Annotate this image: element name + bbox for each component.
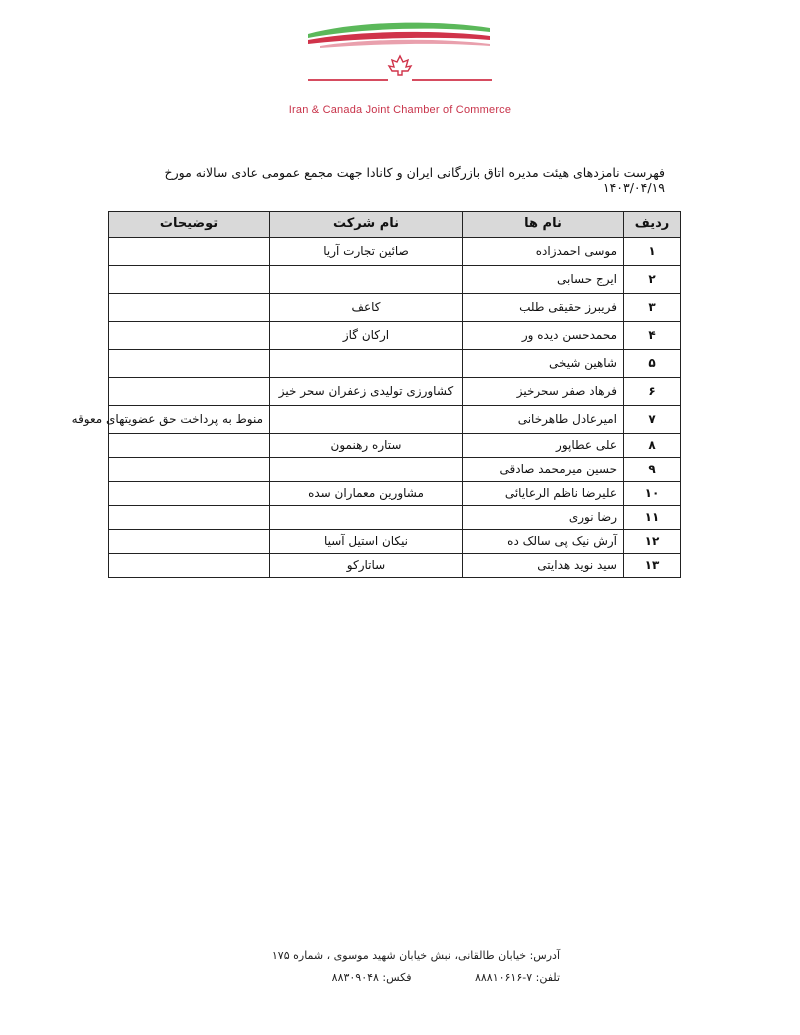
table-row — [109, 238, 681, 266]
candidate-name: رضا نوری — [463, 506, 624, 530]
company-name: ارکان گاز — [270, 322, 463, 350]
notes — [109, 350, 270, 378]
company-name: ستاره رهنمون — [270, 434, 463, 458]
notes — [109, 530, 270, 554]
company-name — [270, 350, 463, 378]
notes — [109, 482, 270, 506]
footer-phone: تلفن: ۷-۸۸۸۱۰۶۱۶ — [474, 971, 560, 984]
row-number: ۲ — [624, 266, 681, 294]
notes — [109, 238, 270, 266]
company-name: مشاورین معماران سده — [270, 482, 463, 506]
footer-phone-fax — [240, 967, 560, 989]
candidate-name: موسی احمدزاده — [463, 238, 624, 266]
row-number: ۱۲ — [624, 530, 681, 554]
table-row — [109, 378, 681, 406]
notes — [109, 554, 270, 578]
company-name: کاعف — [270, 294, 463, 322]
table-row — [109, 350, 681, 378]
maple-leaf-icon — [389, 56, 411, 75]
row-number: ۱۳ — [624, 554, 681, 578]
table-row — [109, 406, 681, 434]
header-company: نام شرکت — [270, 212, 463, 238]
candidate-name: علیرضا ناظم الرعایائی — [463, 482, 624, 506]
notes — [109, 434, 270, 458]
document-title: فهرست نامزدهای هیئت مدیره اتاق بازرگانی ایران و کانادا جهت مجمع عمومی عادی سالانه مورخ ۱۴۰۳/۰۴/۱۹ — [164, 165, 665, 195]
chamber-logo — [300, 18, 500, 88]
notes — [109, 322, 270, 350]
row-number: ۳ — [624, 294, 681, 322]
company-name — [270, 506, 463, 530]
row-number: ۶ — [624, 378, 681, 406]
table-row — [109, 294, 681, 322]
row-number: ۱۰ — [624, 482, 681, 506]
row-number: ۴ — [624, 322, 681, 350]
row-number: ۹ — [624, 458, 681, 482]
candidate-name: سید نوید هدایتی — [463, 554, 624, 578]
notes — [109, 378, 270, 406]
footer-address: آدرس: خیابان طالقانی، نبش خیابان شهید موسوی ، شماره ۱۷۵ — [271, 949, 560, 962]
table-row — [109, 458, 681, 482]
company-name: ساتارکو — [270, 554, 463, 578]
row-number: ۷ — [624, 406, 681, 434]
company-name — [270, 406, 463, 434]
row-number: ۵ — [624, 350, 681, 378]
notes — [109, 458, 270, 482]
table-row — [109, 554, 681, 578]
candidate-name: امیرعادل طاهرخانی — [463, 406, 624, 434]
notes — [109, 294, 270, 322]
footer-fax: فکس: ۸۸۳۰۹۰۴۸ — [331, 971, 412, 984]
company-name: کشاورزی تولیدی زعفران سحر خیز — [270, 378, 463, 406]
candidate-name: آرش نیک پی سالک ده — [463, 530, 624, 554]
notes — [109, 266, 270, 294]
candidate-name: محمدحسن دیده ور — [463, 322, 624, 350]
candidate-name: ایرج حسابی — [463, 266, 624, 294]
candidate-name: شاهین شیخی — [463, 350, 624, 378]
company-name: نیکان استیل آسیا — [270, 530, 463, 554]
header-row-number: ردیف — [624, 212, 681, 238]
candidate-name: حسین میرمحمد صادقی — [463, 458, 624, 482]
table-row — [109, 322, 681, 350]
table-row — [109, 530, 681, 554]
company-name — [270, 458, 463, 482]
table-row — [109, 506, 681, 530]
candidate-name: علی عطاپور — [463, 434, 624, 458]
org-name: Iran & Canada Joint Chamber of Commerce — [288, 104, 512, 116]
row-number: ۸ — [624, 434, 681, 458]
header-name: نام ها — [463, 212, 624, 238]
notes — [109, 506, 270, 530]
candidate-name: فریبرز حقیقی طلب — [463, 294, 624, 322]
row-number: ۱۱ — [624, 506, 681, 530]
table-header-row — [109, 212, 681, 238]
company-name: صائین تجارت آریا — [270, 238, 463, 266]
table-row — [109, 266, 681, 294]
table-row — [109, 482, 681, 506]
header-notes: توضیحات — [109, 212, 270, 238]
logo-pink-swoosh — [320, 40, 490, 48]
candidate-name: فرهاد صفر سحرخیز — [463, 378, 624, 406]
company-name — [270, 266, 463, 294]
candidates-table — [71, 211, 681, 578]
row-number: ۱ — [624, 238, 681, 266]
table-row — [109, 434, 681, 458]
notes: منوط به پرداخت حق عضویتهای معوقه — [109, 406, 270, 434]
footer-contact — [240, 945, 560, 989]
